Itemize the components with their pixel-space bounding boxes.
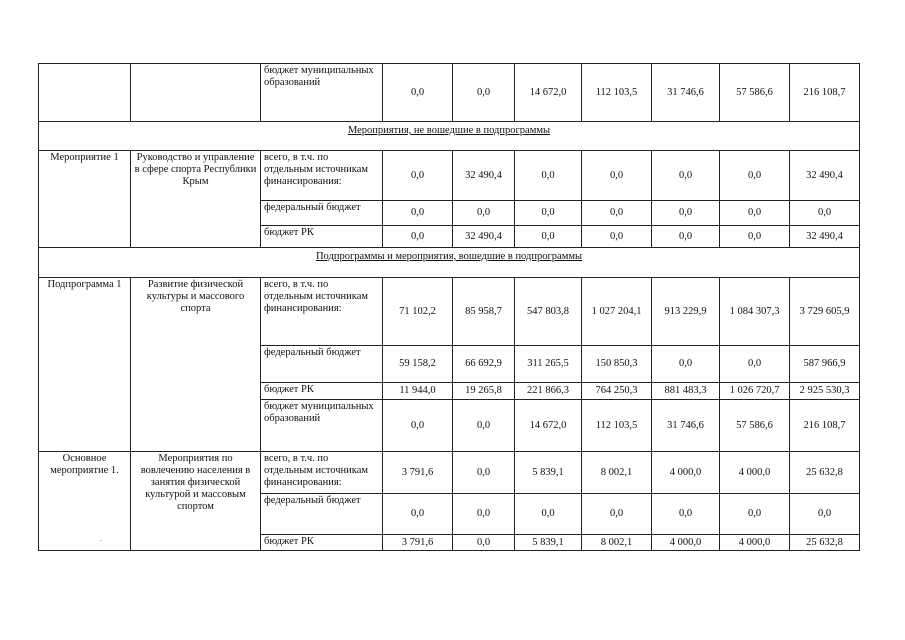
value-cell: 0,0	[453, 494, 515, 535]
value-cell: 0,0	[790, 494, 860, 535]
value-cell: 0,0	[720, 226, 790, 248]
value-cell: 66 692,9	[453, 346, 515, 383]
value-cell: 14 672,0	[515, 400, 582, 452]
name-cell: Мероприятия по вовлечению населения в занятия физической культурой и массовым спортом	[131, 452, 261, 551]
source-cell: всего, в т.ч. по отдельным источникам финансирования:	[261, 278, 383, 346]
value-cell: 0,0	[582, 494, 652, 535]
value-cell: 112 103,5	[582, 400, 652, 452]
value-cell: 913 229,9	[652, 278, 720, 346]
value-cell: 0,0	[652, 226, 720, 248]
value-cell: 764 250,3	[582, 383, 652, 400]
value-cell: 57 586,6	[720, 400, 790, 452]
value-cell: 0,0	[383, 226, 453, 248]
value-cell: 0,0	[652, 201, 720, 226]
value-cell: 1 027 204,1	[582, 278, 652, 346]
value-cell: 31 746,6	[652, 400, 720, 452]
value-cell: 0,0	[453, 400, 515, 452]
value-cell: 881 483,3	[652, 383, 720, 400]
value-cell: 32 490,4	[453, 226, 515, 248]
financing-table	[38, 63, 860, 551]
source-cell: федеральный бюджет	[261, 346, 383, 383]
value-cell: 5 839,1	[515, 535, 582, 551]
value-cell: 547 803,8	[515, 278, 582, 346]
source-cell: бюджет муниципальных образований	[261, 64, 383, 122]
value-cell: 0,0	[582, 226, 652, 248]
value-cell: 3 791,6	[383, 535, 453, 551]
table-row	[39, 278, 860, 346]
value-cell: 11 944,0	[383, 383, 453, 400]
value-cell: 0,0	[720, 494, 790, 535]
source-cell: федеральный бюджет	[261, 494, 383, 535]
code-cell: Основное мероприятие 1.	[39, 452, 131, 551]
value-cell: 0,0	[790, 201, 860, 226]
value-cell: 25 632,8	[790, 452, 860, 494]
value-cell: 14 672,0	[515, 64, 582, 122]
value-cell: 71 102,2	[383, 278, 453, 346]
value-cell: 0,0	[515, 201, 582, 226]
value-cell: 0,0	[515, 151, 582, 201]
value-cell: 0,0	[383, 400, 453, 452]
value-cell: 4 000,0	[720, 452, 790, 494]
value-cell: 112 103,5	[582, 64, 652, 122]
value-cell: 3 729 605,9	[790, 278, 860, 346]
value-cell: 32 490,4	[790, 151, 860, 201]
code-cell	[39, 64, 131, 122]
value-cell: 0,0	[453, 452, 515, 494]
value-cell: 57 586,6	[720, 64, 790, 122]
value-cell: 0,0	[453, 64, 515, 122]
value-cell: 2 925 530,3	[790, 383, 860, 400]
value-cell: 0,0	[652, 346, 720, 383]
value-cell: 0,0	[383, 64, 453, 122]
value-cell: 216 108,7	[790, 400, 860, 452]
value-cell: 32 490,4	[453, 151, 515, 201]
code-cell: Мероприятие 1	[39, 151, 131, 248]
name-cell: Руководство и управление в сфере спорта Республики Крым	[131, 151, 261, 248]
value-cell: 0,0	[652, 494, 720, 535]
value-cell: 0,0	[652, 151, 720, 201]
name-cell: Развитие физической культуры и массового спорта	[131, 278, 261, 452]
table-row	[39, 151, 860, 201]
source-cell: всего, в т.ч. по отдельным источникам финансирования:	[261, 151, 383, 201]
value-cell: 0,0	[383, 151, 453, 201]
source-cell: федеральный бюджет	[261, 201, 383, 226]
value-cell: 0,0	[720, 346, 790, 383]
section-row	[39, 122, 860, 151]
value-cell: 85 958,7	[453, 278, 515, 346]
value-cell: 311 265,5	[515, 346, 582, 383]
value-cell: 216 108,7	[790, 64, 860, 122]
table-row	[39, 64, 860, 122]
source-cell: бюджет муниципальных образований	[261, 400, 383, 452]
code-cell: Подпрограмма 1	[39, 278, 131, 452]
section-row	[39, 248, 860, 278]
value-cell: 3 791,6	[383, 452, 453, 494]
value-cell: 587 966,9	[790, 346, 860, 383]
value-cell: 0,0	[383, 201, 453, 226]
section-heading: Мероприятия, не вошедшие в подпрограммы	[39, 122, 860, 151]
value-cell: 0,0	[582, 201, 652, 226]
value-cell: 4 000,0	[720, 535, 790, 551]
value-cell: 4 000,0	[652, 535, 720, 551]
value-cell: 4 000,0	[652, 452, 720, 494]
value-cell: 1 084 307,3	[720, 278, 790, 346]
value-cell: 0,0	[453, 535, 515, 551]
value-cell: 0,0	[515, 494, 582, 535]
value-cell: 150 850,3	[582, 346, 652, 383]
value-cell: 32 490,4	[790, 226, 860, 248]
value-cell: 0,0	[515, 226, 582, 248]
value-cell: 0,0	[582, 151, 652, 201]
value-cell: 221 866,3	[515, 383, 582, 400]
value-cell: 59 158,2	[383, 346, 453, 383]
value-cell: 8 002,1	[582, 535, 652, 551]
value-cell: 1 026 720,7	[720, 383, 790, 400]
value-cell: 0,0	[383, 494, 453, 535]
value-cell: 0,0	[720, 151, 790, 201]
name-cell	[131, 64, 261, 122]
table-row	[39, 452, 860, 494]
value-cell: 5 839,1	[515, 452, 582, 494]
value-cell: 0,0	[453, 201, 515, 226]
scan-speck: ⸳	[100, 536, 102, 544]
value-cell: 25 632,8	[790, 535, 860, 551]
source-cell: бюджет РК	[261, 535, 383, 551]
value-cell: 31 746,6	[652, 64, 720, 122]
section-heading: Подпрограммы и мероприятия, вошедшие в подпрограммы	[39, 248, 860, 278]
value-cell: 19 265,8	[453, 383, 515, 400]
source-cell: всего, в т.ч. по отдельным источникам финансирования:	[261, 452, 383, 494]
source-cell: бюджет РК	[261, 383, 383, 400]
value-cell: 0,0	[720, 201, 790, 226]
source-cell: бюджет РК	[261, 226, 383, 248]
value-cell: 8 002,1	[582, 452, 652, 494]
